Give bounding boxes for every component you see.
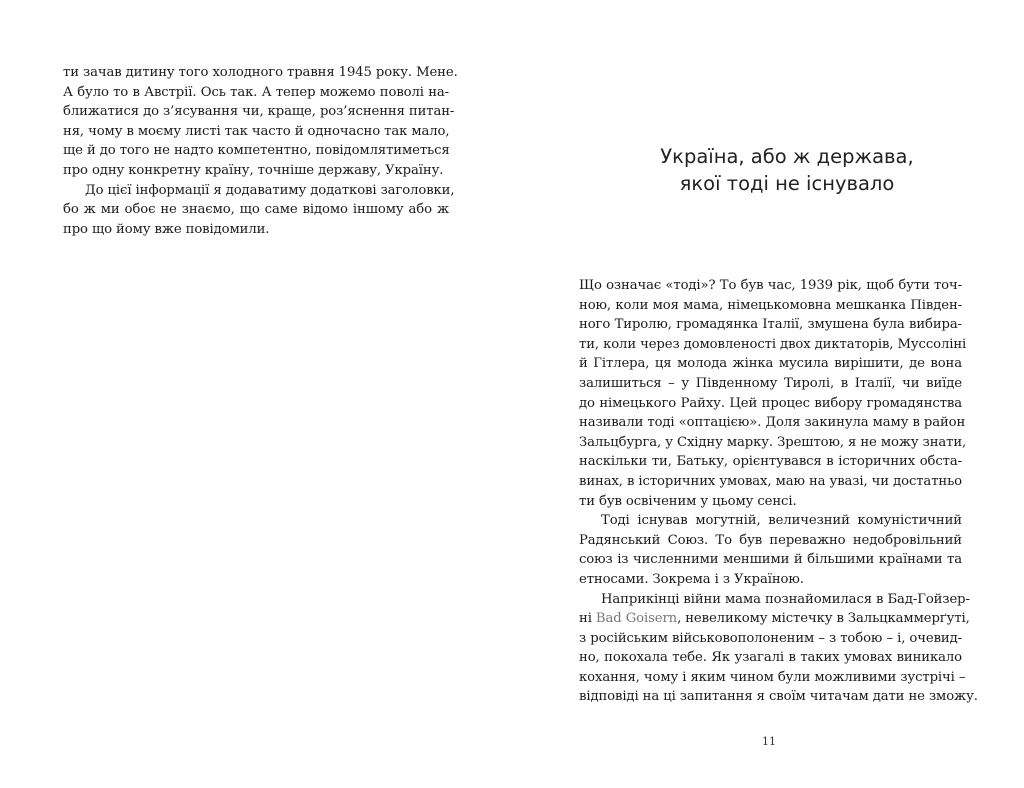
text-line: союз із численними меншими й більшими країнами та <box>579 552 962 568</box>
chapter-title <box>612 143 962 197</box>
left-page-text <box>63 63 458 239</box>
right-page-text <box>579 276 978 707</box>
text-fragment: , невеликому містечку в Зальцкаммерґуті, <box>677 611 970 627</box>
text-line: ближатися до з’ясування чи, краще, роз’яснення питан- <box>63 104 455 120</box>
text-line: ще й до того не надто компетентно, повідомлятиметься <box>63 143 450 159</box>
text-line: Зальцбурга, у Східну марку. Зрештою, я не можу знати, <box>579 434 967 450</box>
text-line: но, покохала тебе. Як узагалі в таких умовах виникало <box>579 650 962 666</box>
text-line: наскільки ти, Батьку, орієнтувався в історичних обста- <box>579 454 962 470</box>
text-line: відповіді на ці запитання я своїм читачам дати не зможу. <box>579 689 978 705</box>
text-line: Радянський Союз. То був переважно недобровільний <box>579 532 962 548</box>
text-line: залишиться – у Південному Тиролі, в Італії, чи виїде <box>579 375 962 391</box>
text-line: Що означає «тоді»? То був час, 1939 рік, щоб бути точ- <box>579 278 962 293</box>
text-line: винах, в історичних умовах, маю на увазі, чи достатньо <box>579 473 962 489</box>
text-line: Наприкінці війни мама познайомилася в Бад-Гойзер- <box>601 591 970 607</box>
text-line: з російським військовополоненим – з тобою – і, очевид- <box>579 630 962 646</box>
text-line: називали тоді «оптацією». Доля закинула маму в район <box>579 415 966 431</box>
text-line: етносами. Зокрема і з Україною. <box>579 571 804 587</box>
chapter-title-line: Україна, або ж держава, <box>660 145 914 168</box>
right-page <box>512 0 1024 788</box>
page-number: 11 <box>762 735 776 748</box>
text-line: Тоді існував могутній, величезний комуністичний <box>601 513 962 529</box>
text-line: про що йому вже повідомили. <box>63 221 270 237</box>
text-line-mixed <box>579 609 970 629</box>
text-line: А було то в Австрії. Ось так. А тепер можемо поволі на- <box>63 84 449 100</box>
text-line: ного Тиролю, громадянка Італії, змушена була вибира- <box>579 317 962 333</box>
text-line: ти зачав дитину того холодного травня 1945 року. Мене. <box>63 65 458 80</box>
text-fragment: ні <box>579 611 592 627</box>
text-line: бо ж ми обоє не знаємо, що саме відомо іншому або ж <box>63 202 449 218</box>
latin-place-name: Bad Goisern <box>595 611 678 627</box>
text-line: кохання, чому і яким чином були можливими зустрічі – <box>579 669 966 685</box>
text-line: ною, коли моя мама, німецькомовна мешканка Півден- <box>579 297 962 313</box>
text-line: ти був освіченим у цьому сенсі. <box>579 493 797 509</box>
text-line: й Гітлера, ця молода жінка мусила вирішити, де вона <box>579 356 962 372</box>
text-line: До цієї інформації я додаватиму додаткові заголовки, <box>85 182 455 198</box>
text-line: про одну конкретну країну, точніше державу, Україну. <box>63 162 444 178</box>
text-line: ти, коли через домовленості двох диктаторів, Муссоліні <box>579 336 967 352</box>
text-line: до німецького Райху. Цей процес вибору громадянства <box>579 395 962 411</box>
chapter-title-line: якої тоді не існувало <box>679 172 895 195</box>
text-line: ня, чому в моєму листі так часто й одночасно так мало, <box>63 123 450 139</box>
